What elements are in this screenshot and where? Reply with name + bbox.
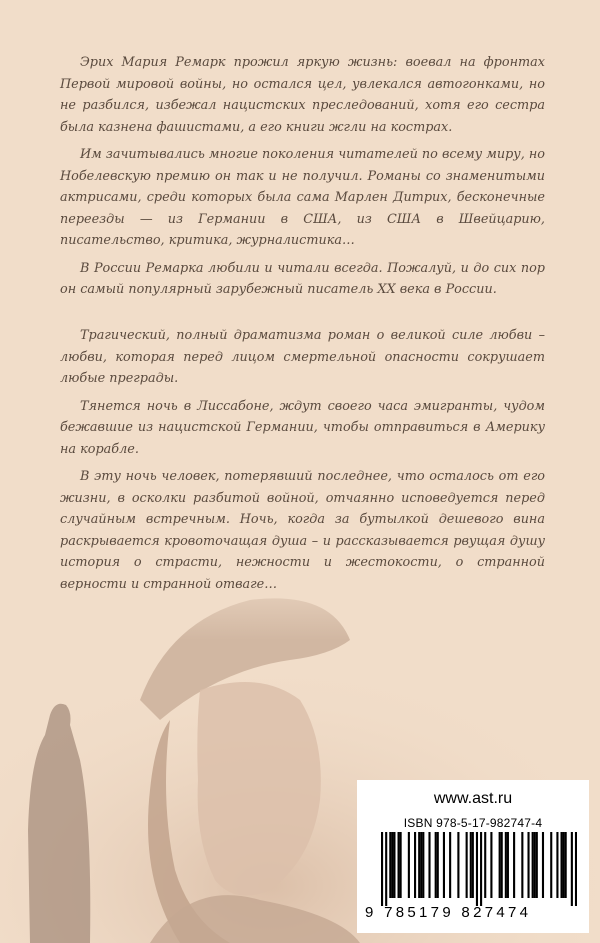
barcode-bar xyxy=(393,832,395,898)
barcode-bar xyxy=(556,832,558,898)
barcode-bar xyxy=(575,832,577,906)
barcode-bar xyxy=(391,832,393,898)
barcode-bar xyxy=(428,832,430,898)
barcode-bar xyxy=(521,832,523,898)
ean-barcode-bars xyxy=(381,832,577,906)
barcode-bar xyxy=(560,832,562,898)
barcode-bar xyxy=(484,832,486,898)
isbn-number: ISBN 978-5-17-982747-4 xyxy=(403,816,543,830)
barcode-bar xyxy=(534,832,536,898)
bio-paragraph: В России Ремарка любили и читали всегда. Пожалуй, и до сих пор он самый популярный зарубежный писатель XX века в России. xyxy=(60,260,545,297)
author-bio xyxy=(60,52,545,307)
barcode-bar xyxy=(571,832,573,906)
bio-paragraph: Им зачитывались многие поколения читателей по всему миру, но Нобелевскую премию он так и не получил. Романы со знаменитыми актрисами, среди которых была сама Марлен Дитрих, бесконечные переезды — из Германии в США, из США в Швейцарию, писательство, критика, журналистика… xyxy=(60,147,545,248)
barcode-bar xyxy=(532,832,534,898)
barcode-bar xyxy=(457,832,459,898)
barcode-bar xyxy=(420,832,422,898)
barcode-bar xyxy=(466,832,468,898)
barcode-bar xyxy=(499,832,501,898)
barcode-bar xyxy=(437,832,439,898)
barcode-bar xyxy=(422,832,424,898)
barcode-bar xyxy=(507,832,509,898)
barcode-bar xyxy=(398,832,400,898)
barcode-bar xyxy=(563,832,565,898)
barcode-bar xyxy=(385,832,387,906)
barcode-bar xyxy=(449,832,451,898)
synopsis-paragraph: В эту ночь человек, потерявший последнее, что осталось от его жизни, в осколки разбитой войной, отчаянно исповедуется перед случайным встречным. Ночь, когда за бутылкой дешевого вина раскрывается кровоточащая душа – и рассказывается рвущая душу история о страсти, нежности и жестокости, о странной верности и странной отваге… xyxy=(60,469,545,592)
barcode-bar xyxy=(505,832,507,898)
synopsis-paragraph: Тянется ночь в Лиссабоне, ждут своего часа эмигранты, чудом бежавшие из нацистской Германии, чтобы отправиться в Америку на корабле. xyxy=(60,398,545,457)
bio-paragraph: Эрих Мария Ремарк прожил яркую жизнь: воевал на фронтах Первой мировой войны, но остался цел, увлекался автогонками, но не разбился, избежал нацистских преследований, хотя его сестра была казнена фашистами, а его книги жгли на кострах. xyxy=(60,55,545,135)
barcode-bar xyxy=(565,832,567,898)
barcode-bar xyxy=(501,832,503,898)
barcode-bar xyxy=(476,832,478,906)
book-synopsis xyxy=(60,325,545,601)
barcode-bar xyxy=(408,832,410,898)
publisher-website: www.ast.ru xyxy=(433,790,513,807)
barcode-bar xyxy=(490,832,492,898)
barcode-panel xyxy=(357,780,589,933)
barcode-bar xyxy=(435,832,437,898)
barcode-bar xyxy=(418,832,420,898)
barcode-bar xyxy=(381,832,383,906)
barcode-bar xyxy=(400,832,402,898)
barcode-bar xyxy=(542,832,544,898)
synopsis-paragraph: Трагический, полный драматизма роман о великой силе любви – любви, которая перед лицом смертельной опасности сокрушает любые преграды. xyxy=(60,328,545,386)
barcode-bar xyxy=(414,832,416,898)
barcode-bar xyxy=(443,832,445,898)
barcode-bar xyxy=(470,832,472,898)
barcode-bar xyxy=(389,832,391,898)
ean-digits: 9 785179 827474 xyxy=(365,904,532,921)
barcode-bar xyxy=(527,832,529,898)
barcode-bar xyxy=(472,832,474,898)
barcode-bar xyxy=(513,832,515,898)
barcode-bar xyxy=(536,832,538,898)
barcode-bar xyxy=(550,832,552,898)
barcode-bar xyxy=(480,832,482,906)
